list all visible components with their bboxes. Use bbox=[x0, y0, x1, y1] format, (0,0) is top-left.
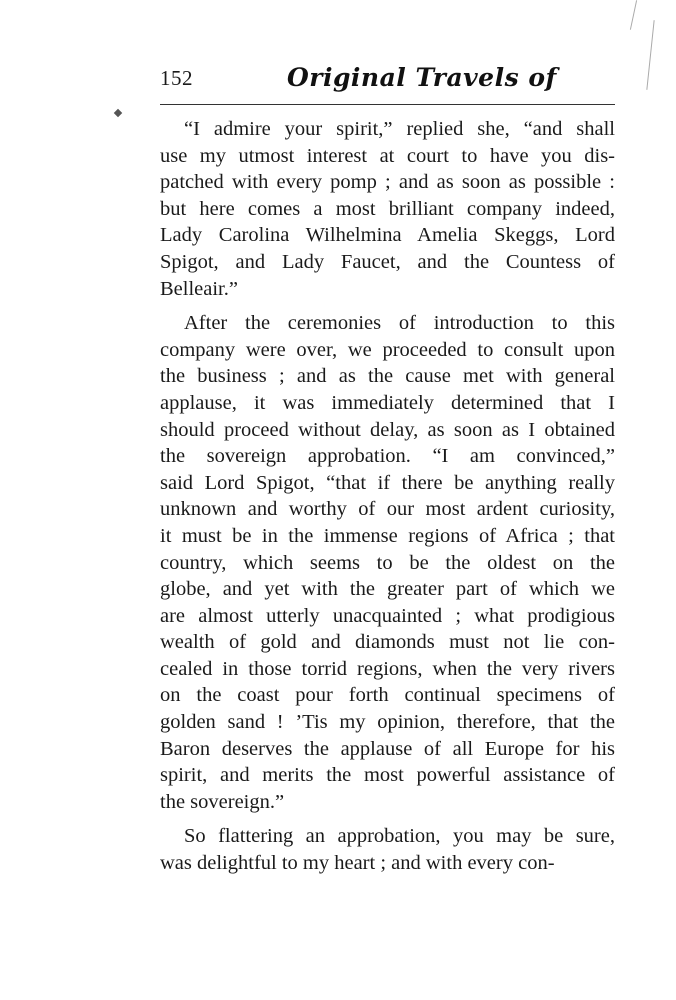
paragraph bbox=[160, 116, 615, 302]
text-line: should proceed without delay, as soon as I obtained bbox=[160, 418, 615, 441]
text-line: spirit, and merits the most powerful assistance of bbox=[160, 764, 615, 787]
text-line: the sovereign approbation. “I am convinced,” bbox=[160, 445, 615, 468]
text-line: Lady Carolina Wilhelmina Amelia Skeggs, Lord bbox=[160, 224, 615, 247]
body-text bbox=[160, 116, 615, 877]
text-line: Belleair.” bbox=[160, 277, 238, 300]
text-line: “I admire your spirit,” replied she, “and shall bbox=[184, 118, 615, 140]
text-line: was delightful to my heart ; and with every con- bbox=[160, 852, 555, 875]
text-line: Spigot, and Lady Faucet, and the Countess of bbox=[160, 250, 615, 273]
text-line: use my utmost interest at court to have you dis- bbox=[160, 144, 615, 167]
page-header bbox=[160, 63, 615, 100]
paragraph-gap bbox=[160, 302, 615, 310]
margin-mark bbox=[114, 109, 122, 117]
text-line: unknown and worthy of our most ardent curiosity, bbox=[160, 498, 615, 521]
paragraph bbox=[160, 310, 615, 815]
paper-scratch-mark bbox=[646, 20, 654, 90]
page-number: 152 bbox=[160, 66, 193, 90]
text-line: patched with every pomp ; and as soon as possible : bbox=[160, 171, 615, 194]
text-line: but here comes a most brilliant company indeed, bbox=[160, 197, 615, 220]
text-line: said Lord Spigot, “that if there be anything really bbox=[160, 471, 615, 494]
paper-scratch-mark bbox=[630, 0, 637, 30]
text-line: cealed in those torrid regions, when the very rivers bbox=[160, 657, 615, 680]
text-line: the business ; and as the cause met with general bbox=[160, 365, 615, 388]
paragraph bbox=[160, 823, 615, 876]
header-rule bbox=[160, 104, 615, 105]
text-line: golden sand ! ’Tis my opinion, therefore, that the bbox=[160, 711, 615, 734]
paragraph-gap bbox=[160, 815, 615, 823]
text-line: wealth of gold and diamonds must not lie con- bbox=[160, 631, 615, 654]
text-line: country, which seems to be the oldest on the bbox=[160, 551, 615, 574]
text-line: applause, it was immediately determined that I bbox=[160, 391, 615, 414]
text-line: globe, and yet with the greater part of which we bbox=[160, 578, 615, 601]
text-line: So flattering an approbation, you may be sure, bbox=[184, 825, 615, 848]
running-head: Original Travels of bbox=[287, 63, 557, 92]
text-line: After the ceremonies of introduction to this bbox=[184, 312, 615, 335]
text-line: it must be in the immense regions of Africa ; that bbox=[160, 524, 615, 547]
text-line: are almost utterly unacquainted ; what prodigious bbox=[160, 604, 615, 627]
text-line: on the coast pour forth continual specimens of bbox=[160, 684, 615, 707]
text-line: Baron deserves the applause of all Europe for his bbox=[160, 737, 615, 760]
text-line: the sovereign.” bbox=[160, 790, 285, 813]
text-line: company were over, we proceeded to consult upon bbox=[160, 338, 615, 361]
